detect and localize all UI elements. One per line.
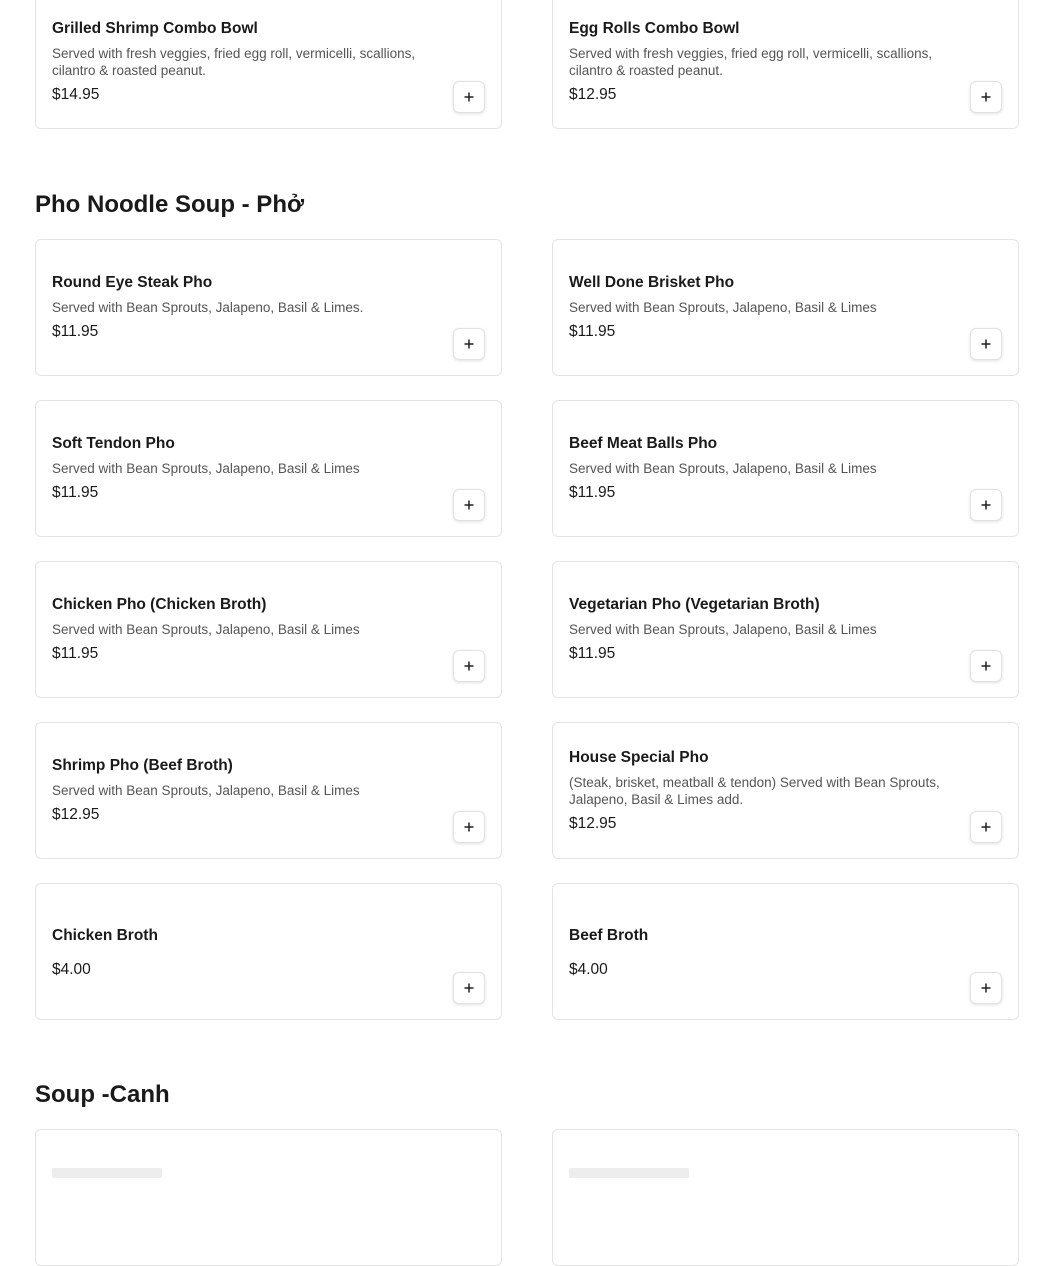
add-item-button[interactable] [970, 328, 1002, 360]
menu-item-card[interactable] [552, 239, 1019, 376]
item-description: Served with Bean Sprouts, Jalapeno, Basil & Limes [52, 622, 360, 637]
item-description: Served with Bean Sprouts, Jalapeno, Basil & Limes [569, 622, 877, 637]
item-name: Soft Tendon Pho [52, 435, 175, 452]
add-item-button[interactable] [970, 489, 1002, 521]
item-name: Chicken Broth [52, 927, 158, 944]
item-description: Served with fresh veggies, fried egg roll, vermicelli, scallions, cilantro & roasted peanut. [569, 46, 933, 78]
item-name: Chicken Pho (Chicken Broth) [52, 596, 267, 613]
add-item-button[interactable] [453, 811, 485, 843]
add-item-button[interactable] [453, 328, 485, 360]
item-description: Served with Bean Sprouts, Jalapeno, Basil & Limes [52, 783, 360, 798]
item-description: (Steak, brisket, meatball & tendon) Served with Bean Sprouts, Jalapeno, Basil & Limes add. [569, 775, 940, 807]
add-item-button[interactable] [970, 811, 1002, 843]
menu-item-card[interactable] [35, 1129, 502, 1266]
menu-item-card[interactable] [35, 883, 502, 1020]
item-description: Served with Bean Sprouts, Jalapeno, Basil & Limes [569, 300, 877, 315]
item-name-placeholder [52, 1168, 162, 1178]
item-price: $11.95 [52, 645, 99, 662]
item-price: $4.00 [569, 961, 608, 978]
add-item-button[interactable] [970, 81, 1002, 113]
item-name: Beef Meat Balls Pho [569, 435, 718, 452]
item-price: $11.95 [569, 645, 616, 662]
add-item-button[interactable] [970, 650, 1002, 682]
menu-item-card[interactable] [552, 1129, 1019, 1266]
menu-item-card[interactable] [35, 561, 502, 698]
item-price: $4.00 [52, 961, 91, 978]
item-price: $12.95 [569, 815, 617, 832]
plus-icon [464, 983, 474, 993]
plus-icon [981, 339, 991, 349]
menu-item-card[interactable] [35, 239, 502, 376]
item-price: $14.95 [52, 86, 100, 103]
item-name: Beef Broth [569, 927, 649, 944]
item-name: Round Eye Steak Pho [52, 274, 213, 291]
plus-icon [981, 822, 991, 832]
item-price: $11.95 [52, 323, 99, 340]
item-price: $11.95 [569, 484, 616, 501]
item-price: $12.95 [569, 86, 617, 103]
plus-icon [464, 339, 474, 349]
menu-item-card[interactable] [552, 722, 1019, 859]
item-price: $11.95 [569, 323, 616, 340]
item-name: Vegetarian Pho (Vegetarian Broth) [569, 596, 820, 613]
item-description: Served with Bean Sprouts, Jalapeno, Basil & Limes [569, 461, 877, 476]
menu-item-card[interactable] [35, 400, 502, 537]
plus-icon [464, 822, 474, 832]
plus-icon [981, 92, 991, 102]
add-item-button[interactable] [453, 650, 485, 682]
section-title: Pho Noodle Soup - Phở [35, 191, 305, 218]
item-name: Egg Rolls Combo Bowl [569, 20, 740, 37]
plus-icon [464, 500, 474, 510]
menu-item-card[interactable] [552, 400, 1019, 537]
section-title: Soup -Canh [35, 1081, 170, 1108]
menu-item-card[interactable] [552, 883, 1019, 1020]
plus-icon [981, 983, 991, 993]
item-description: Served with fresh veggies, fried egg roll, vermicelli, scallions, cilantro & roasted peanut. [52, 46, 416, 78]
item-name: House Special Pho [569, 749, 709, 766]
item-price: $11.95 [52, 484, 99, 501]
item-name: Grilled Shrimp Combo Bowl [52, 20, 258, 37]
menu-item-card[interactable] [552, 0, 1019, 129]
add-item-button[interactable] [453, 972, 485, 1004]
item-name-placeholder [569, 1168, 689, 1178]
item-description: Served with Bean Sprouts, Jalapeno, Basil & Limes [52, 461, 360, 476]
item-name: Well Done Brisket Pho [569, 274, 735, 291]
item-name: Shrimp Pho (Beef Broth) [52, 757, 233, 774]
plus-icon [981, 500, 991, 510]
menu-item-card[interactable] [35, 722, 502, 859]
plus-icon [464, 661, 474, 671]
item-price: $12.95 [52, 806, 100, 823]
add-item-button[interactable] [970, 972, 1002, 1004]
menu-item-card[interactable] [35, 0, 502, 129]
plus-icon [464, 92, 474, 102]
add-item-button[interactable] [453, 81, 485, 113]
menu-item-card[interactable] [552, 561, 1019, 698]
plus-icon [981, 661, 991, 671]
add-item-button[interactable] [453, 489, 485, 521]
item-description: Served with Bean Sprouts, Jalapeno, Basil & Limes. [52, 300, 364, 315]
